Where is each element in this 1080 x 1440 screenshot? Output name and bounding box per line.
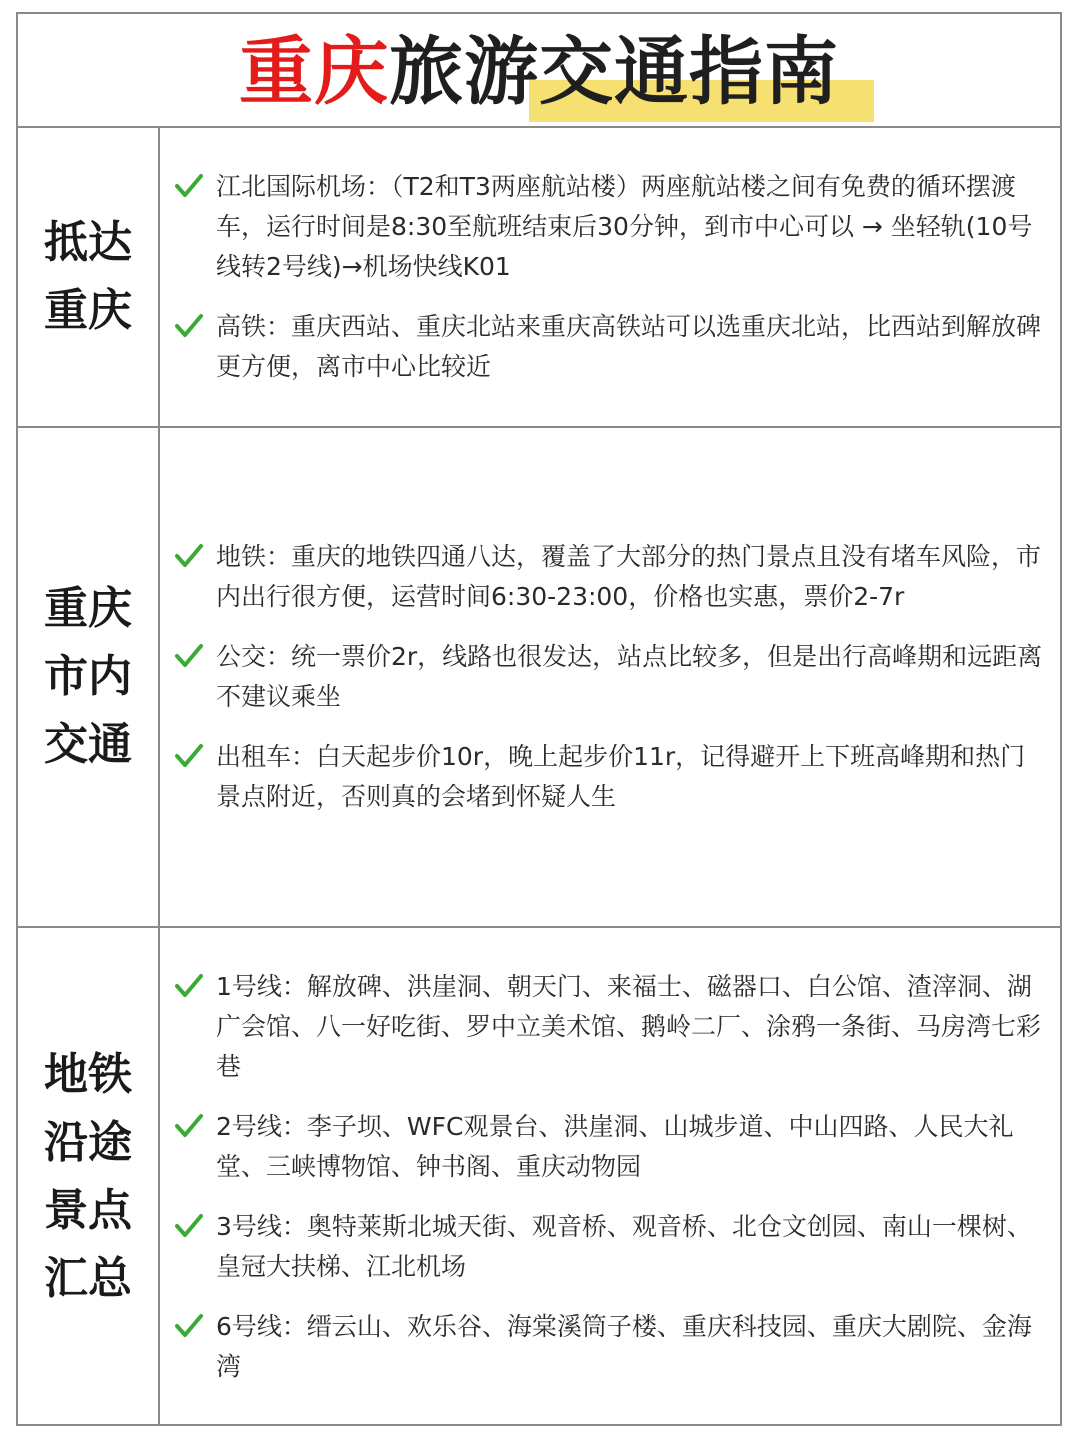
title-row bbox=[18, 14, 1060, 128]
label-line: 汇总 bbox=[44, 1253, 132, 1304]
list-item bbox=[174, 967, 1046, 1087]
list-item bbox=[174, 167, 1046, 287]
label-line: 沿途 bbox=[44, 1117, 132, 1168]
section-label-cell bbox=[18, 128, 160, 426]
item-text: 2号线：李子坝、WFC观景台、洪崖洞、山城步道、中山四路、人民大礼堂、三峡博物馆、钟书阁、重庆动物园 bbox=[216, 1112, 1014, 1181]
item-text: 江北国际机场：（T2和T3两座航站楼）两座航站楼之间有免费的循环摆渡车，运行时间是8:30至航班结束后30分钟，到市中心可以 → 坐轻轨(10号线转2号线)→机场快线K01 bbox=[216, 172, 1033, 281]
check-icon bbox=[174, 1211, 204, 1241]
check-icon bbox=[174, 741, 204, 771]
list-item bbox=[174, 1107, 1046, 1187]
section-label bbox=[44, 209, 132, 345]
page-title bbox=[239, 28, 839, 116]
item-text: 地铁：重庆的地铁四通八达，覆盖了大部分的热门景点且没有堵车风险，市内出行很方便，运营时间6:30-23:00，价格也实惠，票价2-7r bbox=[216, 542, 1042, 611]
section-city-transport bbox=[18, 428, 1060, 928]
item-text: 1号线：解放碑、洪崖洞、朝天门、来福士、磁器口、白公馆、渣滓洞、湖广会馆、八一好吃街、罗中立美术馆、鹅岭二厂、涂鸦一条街、马房湾七彩巷 bbox=[216, 972, 1042, 1081]
section-metro-attractions bbox=[18, 928, 1060, 1426]
label-line: 交通 bbox=[44, 719, 132, 770]
section-label bbox=[44, 575, 132, 779]
check-icon bbox=[174, 641, 204, 671]
item-text: 出租车：白天起步价10r，晚上起步价11r，记得避开上下班高峰期和热门景点附近，否则真的会堵到怀疑人生 bbox=[216, 742, 1026, 811]
label-line: 抵达 bbox=[44, 217, 132, 268]
section-content bbox=[174, 928, 1046, 1426]
check-icon bbox=[174, 311, 204, 341]
item-text: 公交：统一票价2r，线路也很发达，站点比较多，但是出行高峰期和远距离不建议乘坐 bbox=[216, 642, 1043, 711]
list-item bbox=[174, 537, 1046, 617]
list-item bbox=[174, 637, 1046, 717]
item-text: 6号线：缙云山、欢乐谷、海棠溪筒子楼、重庆科技园、重庆大剧院、金海湾 bbox=[216, 1312, 1032, 1381]
label-line: 景点 bbox=[44, 1185, 132, 1236]
section-arrival bbox=[18, 128, 1060, 428]
section-content bbox=[174, 428, 1046, 926]
label-line: 地铁 bbox=[44, 1049, 132, 1100]
section-label-cell bbox=[18, 428, 160, 926]
check-icon bbox=[174, 1111, 204, 1141]
label-line: 重庆 bbox=[44, 285, 132, 336]
check-icon bbox=[174, 171, 204, 201]
check-icon bbox=[174, 1311, 204, 1341]
item-text: 3号线：奥特莱斯北城天街、观音桥、观音桥、北仓文创园、南山一棵树、皇冠大扶梯、江北机场 bbox=[216, 1212, 1032, 1281]
section-label bbox=[44, 1041, 132, 1313]
check-icon bbox=[174, 971, 204, 1001]
list-item bbox=[174, 1307, 1046, 1387]
list-item bbox=[174, 1207, 1046, 1287]
item-text: 高铁：重庆西站、重庆北站来重庆高铁站可以选重庆北站，比西站到解放碑更方便，离市中心比较近 bbox=[216, 312, 1042, 381]
label-line: 市内 bbox=[44, 651, 132, 702]
title-red-part: 重庆 bbox=[239, 29, 389, 115]
list-item bbox=[174, 307, 1046, 387]
guide-table bbox=[16, 12, 1062, 1426]
title-dark-part: 旅游交通指南 bbox=[389, 29, 839, 115]
section-label-cell bbox=[18, 928, 160, 1426]
label-line: 重庆 bbox=[44, 583, 132, 634]
section-content bbox=[174, 128, 1046, 426]
check-icon bbox=[174, 541, 204, 571]
list-item bbox=[174, 737, 1046, 817]
